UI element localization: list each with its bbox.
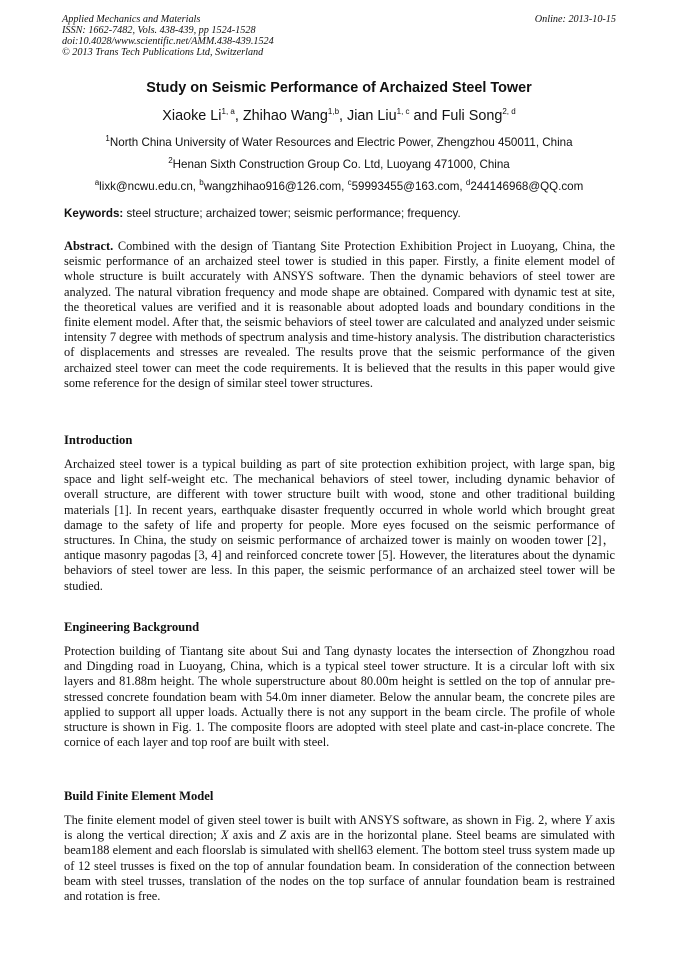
- abstract: [64, 239, 615, 391]
- section-body-engineering-background: Protection building of Tiantang site about Sui and Tang dynasty locates the intersection of Zhongzhou road and Dingding road in Luoyang, China, which is a typical steel tower structure. It is a circular loft with six layers and 81.88m height. The whole superstructure about 80.00m height is settled on the top of annular pre-stressed concrete foundation beam with 54.0m inner diameter. Below the annular beam, the concrete piles are applied to support all upper loads. Actually there is not any support in the beam circle. The profile of whole structure is shown in Fig. 1. The composite floors are adopted with steel plate and cast-in-place concrete. The cornice of each layer and top roof are built with steel.: [64, 644, 615, 750]
- author-emails: [0, 180, 678, 193]
- author-name: Zhihao Wang: [242, 108, 328, 124]
- affiliation-text: North China University of Water Resources and Electric Power, Zhengzhou 450011, China: [109, 136, 573, 149]
- author-separator: and: [409, 108, 442, 124]
- section-heading-finite-element-model: Build Finite Element Model: [64, 789, 214, 803]
- author-affiliation-mark: 1,b: [327, 107, 340, 117]
- email-mark: d: [465, 178, 471, 188]
- affiliation-text: Henan Sixth Construction Group Co. Ltd, Luoyang 471000, China: [172, 158, 510, 171]
- section-heading-introduction: Introduction: [64, 433, 133, 447]
- author-name: Jian Liu: [347, 108, 397, 124]
- affiliation-1: [0, 136, 678, 149]
- axis-symbol-z: Z: [279, 828, 287, 843]
- author-separator: ,: [339, 108, 348, 124]
- abstract-text: Combined with the design of Tiantang Site Protection Exhibition Project in Luoyang, China, the seismic performance of an archaized steel tower is studied in this paper. Firstly, a finite element model of whole structure is built accurately with ANSYS software. Then the dynamic behaviors of steel tower are analyzed. The natural vibration frequency and mode shape are obtained. Compared with dynamic test at site, the theoretical values are verified and it is reasonable about adopted loads and boundary conditions in the finite element model. After that, the seismic behaviors of steel tower are calculated and analyzed under seismic intensity 7 degree with methods of spectrum analysis and time-history analysis. The distribution characteristics of displacements and stresses are revealed. The results prove that the seismic performance of the given archaized steel tower can meet the code requirements. It is believed that the results in this paper would give some reference for the design of similar steel tower structures.: [64, 239, 615, 390]
- axis-symbol-y: Y: [584, 813, 592, 827]
- email-address: 244146968@QQ.com: [470, 180, 584, 193]
- journal-header: [62, 14, 616, 58]
- journal-issn: ISSN: 1662-7482, Vols. 438-439, pp 1524-1528: [62, 25, 256, 36]
- keywords-label: Keywords:: [64, 207, 124, 220]
- journal-copyright: © 2013 Trans Tech Publications Ltd, Switzerland: [62, 47, 264, 58]
- journal-doi: doi:10.4028/www.scientific.net/AMM.438-439.1524: [62, 36, 274, 47]
- section-body-finite-element-model: [64, 813, 615, 904]
- email-address: wangzhihao916@126.com,: [203, 180, 348, 193]
- body-text: axis is along the vertical direction;: [64, 813, 615, 843]
- body-text: axis and: [228, 828, 280, 843]
- author-affiliation-mark: 1, c: [396, 107, 410, 117]
- email-address: 59993455@163.com,: [351, 180, 466, 193]
- author-name: Fuli Song: [441, 108, 503, 124]
- affiliation-2: [0, 158, 678, 171]
- section-body-introduction: Archaized steel tower is a typical building as part of site protection exhibition project, with large span, big space and light self-weight etc. The mechanical behaviors of steel tower, including dynamic behavior of overall structure, are different with tower structure built with wood, stone and other traditional building materials [1]. In recent years, earthquake disaster frequently occurred in whole world which brought great damage to the safety of life and property for people. More eyes focused on the seismic performance of structures. In China, the study on seismic performance of archaized tower is mainly on wooden tower [2]，antique masonry pagodas [3, 4] and reinforced concrete tower [5]. However, the literatures about the dynamic behaviors of steel tower are less. In this paper, the seismic performance of an archaized steel tower will be studied.: [64, 457, 615, 593]
- keywords-text: steel structure; archaized tower; seismic performance; frequency.: [123, 207, 461, 220]
- author-affiliation-mark: 1, a: [221, 107, 235, 117]
- online-date: Online: 2013-10-15: [534, 14, 616, 25]
- keywords: [64, 207, 461, 220]
- email-mark: c: [347, 178, 352, 188]
- author-separator: ,: [234, 108, 243, 124]
- body-text: axis are in the horizontal plane. Steel beams are simulated with beam188 element and each floorslab is simulated with shell63 element. The bottom steel truss system made up of 12 steel trusses is fixed on the top of annular foundation beam. In consideration of the connection between beam with steel trusses, translation of the nodes on the top surface of annular foundation beam is restrained and rotation is free.: [64, 828, 615, 904]
- body-text: The finite element model of given steel tower is built with ANSYS software, as shown in Fig. 2, where: [64, 813, 585, 827]
- author-list: [0, 108, 678, 124]
- abstract-label: Abstract.: [64, 239, 114, 253]
- journal-name: Applied Mechanics and Materials: [62, 14, 201, 25]
- paper-title: Study on Seismic Performance of Archaized Steel Tower: [146, 80, 532, 96]
- email-mark: a: [94, 178, 100, 188]
- affiliation-mark: 1: [105, 134, 110, 144]
- email-mark: b: [199, 178, 204, 188]
- affiliation-mark: 2: [168, 156, 173, 166]
- axis-symbol-x: X: [220, 828, 229, 843]
- author-affiliation-mark: 2, d: [502, 107, 516, 117]
- section-heading-engineering-background: Engineering Background: [64, 620, 200, 634]
- author-name: Xiaoke Li: [162, 108, 222, 124]
- email-address: lixk@ncwu.edu.cn,: [99, 180, 200, 193]
